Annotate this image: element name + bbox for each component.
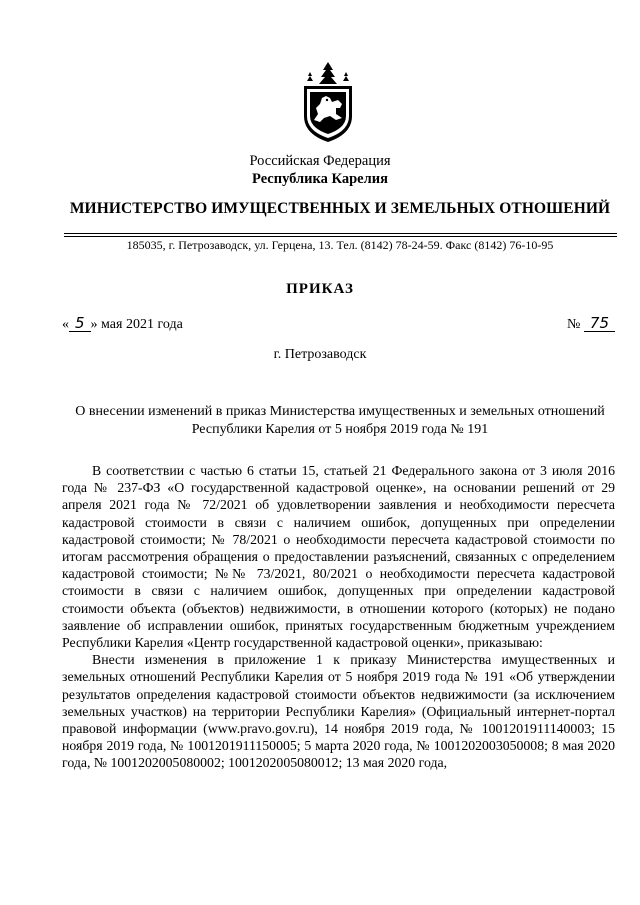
header-rule-bottom [64, 236, 617, 237]
body-paragraph-1: В соответствии с частью 6 статьи 15, статьей 21 Федерального закона от 3 июля 2016 года № 237-ФЗ «О государственной кадастровой оценке», на основании решений от 29 апреля 2021 года № 72/2021 об удовлетворении заявления и необходимости пересчета кадастровой стоимости в связи с наличием ошибок, допущенных при определении кадастровой стоимости; № 78/2021 о необходимости пересчета кадастровой стоимости по итогам рассмотрения обращения о предоставлении разъяснений, связанных с определением кадастровой стоимости; №№ 73/2021, 80/2021 о необходимости пересчета кадастровой стоимости в связи с наличием ошибок, допущенных при определении кадастровой стоимости объекта (объектов) недвижимости, в отношении которого (которых) не подано заявление об исправлении ошибок, принятых государственным бюджетным учреждением Республики Карелия «Центр государственной кадастровой оценки», приказываю: [62, 463, 615, 651]
order-number [567, 316, 615, 333]
header-rule-top [64, 233, 617, 234]
order-day-handwritten: 5 [69, 316, 91, 332]
country-name: Российская Федерация [249, 153, 391, 169]
order-date [62, 316, 183, 333]
karelia-coat-of-arms-icon [296, 60, 360, 144]
date-open-quote: « [62, 317, 69, 332]
order-title: ПРИКАЗ [286, 281, 354, 297]
order-number-handwritten: 75 [584, 316, 615, 332]
order-body [62, 462, 615, 772]
order-city: г. Петрозаводск [273, 347, 367, 362]
body-paragraph-2: Внести изменения в приложение 1 к приказу Министерства имущественных и земельных отношений Республики Карелия от 5 ноября 2019 года № 191 «Об утверждении результатов определения кадастровой стоимости объектов недвижимости (за исключением земельных участков) на территории Республики Карелия» (Официальный интернет-портал правовой информации (www.pravo.gov.ru), 14 ноября 2019 года, № 1001201911140003; 15 ноября 2019 года, № 1001201911150005; 5 марта 2020 года, № 1001202003050008; 8 мая 2020 года, № 1001202005080002; 1001202005080012; 13 мая 2020 года, [62, 652, 615, 771]
ministry-address: 185035, г. Петрозаводск, ул. Герцена, 13. Тел. (8142) 78-24-59. Факс (8142) 76-10-95 [126, 238, 554, 252]
order-subject: О внесении изменений в приказ Министерства имущественных и земельных отношений Республики Карелия от 5 ноября 2019 года № 191 [75, 404, 605, 437]
number-label: № [567, 317, 581, 332]
ministry-name: МИНИСТЕРСТВО ИМУЩЕСТВЕННЫХ И ЗЕМЕЛЬНЫХ ОТНОШЕНИЙ [69, 200, 611, 217]
date-month-year: » мая 2021 года [90, 317, 183, 332]
republic-name: Республика Карелия [252, 171, 388, 187]
